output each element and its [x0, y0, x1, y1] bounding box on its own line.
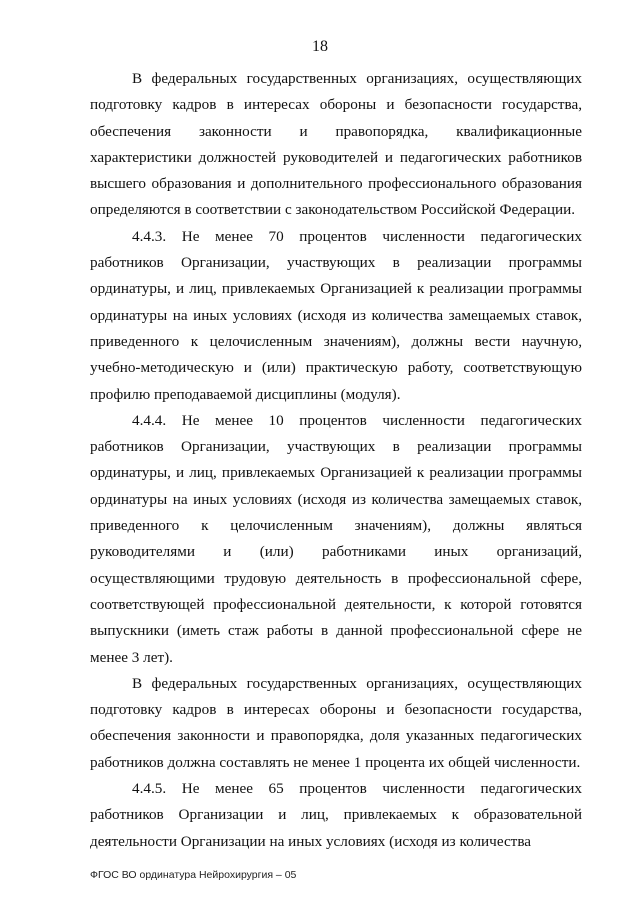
- paragraph-federal-share: В федеральных государственных организациях, осуществляющих подготовку кадров в интересах обороны и безопасности государства, обеспечения законности и правопорядка, доля указанных педагогических работников должна составлять не менее 1 процента их общей численности.: [90, 674, 582, 771]
- paragraph-4-4-5: 4.4.5. Не менее 65 процентов численности педагогических работников Организации и лиц, привлекаемых к образовательной деятельности Организации на иных условиях (исходя из количества: [90, 780, 582, 850]
- paragraph-federal-qualification: В федеральных государственных организациях, осуществляющих подготовку кадров в интересах обороны и безопасности государства, обеспечения законности и правопорядка, квалификационные характеристики должностей руководителей и педагогических работников высшего образования и дополнительного профессионального образования определяются в соответствии с законодательством Российской Федерации.: [90, 70, 582, 219]
- paragraph-4-4-3: 4.4.3. Не менее 70 процентов численности педагогических работников Организации, участвующих в реализации программы ординатуры, и лиц, привлекаемых Организацией к реализации программы ординатуры на иных условиях (исходя из количества замещаемых ставок, приведенного к целочисленным значениям), должны вести научную, учебно-методическую и (или) практическую работу, соответствующую профилю преподаваемой дисциплины (модуля).: [90, 227, 582, 403]
- page-body: [90, 66, 582, 855]
- page-footer: ФГОС ВО ординатура Нейрохирургия – 05: [90, 869, 297, 881]
- paragraph-4-4-4: 4.4.4. Не менее 10 процентов численности педагогических работников Организации, участвующих в реализации программы ординатуры, и лиц, привлекаемых Организацией к реализации программы ординатуры на иных условиях (исходя из количества замещаемых ставок, приведенного к целочисленным значениям), должны являться руководителями и (или) работниками иных организаций, осуществляющими трудовую деятельность в профессиональной сфере, соответствующей профессиональной деятельности, к которой готовятся выпускники (иметь стаж работы в данной профессиональной сфере не менее 3 лет).: [90, 411, 582, 666]
- page-number: 18: [312, 38, 328, 55]
